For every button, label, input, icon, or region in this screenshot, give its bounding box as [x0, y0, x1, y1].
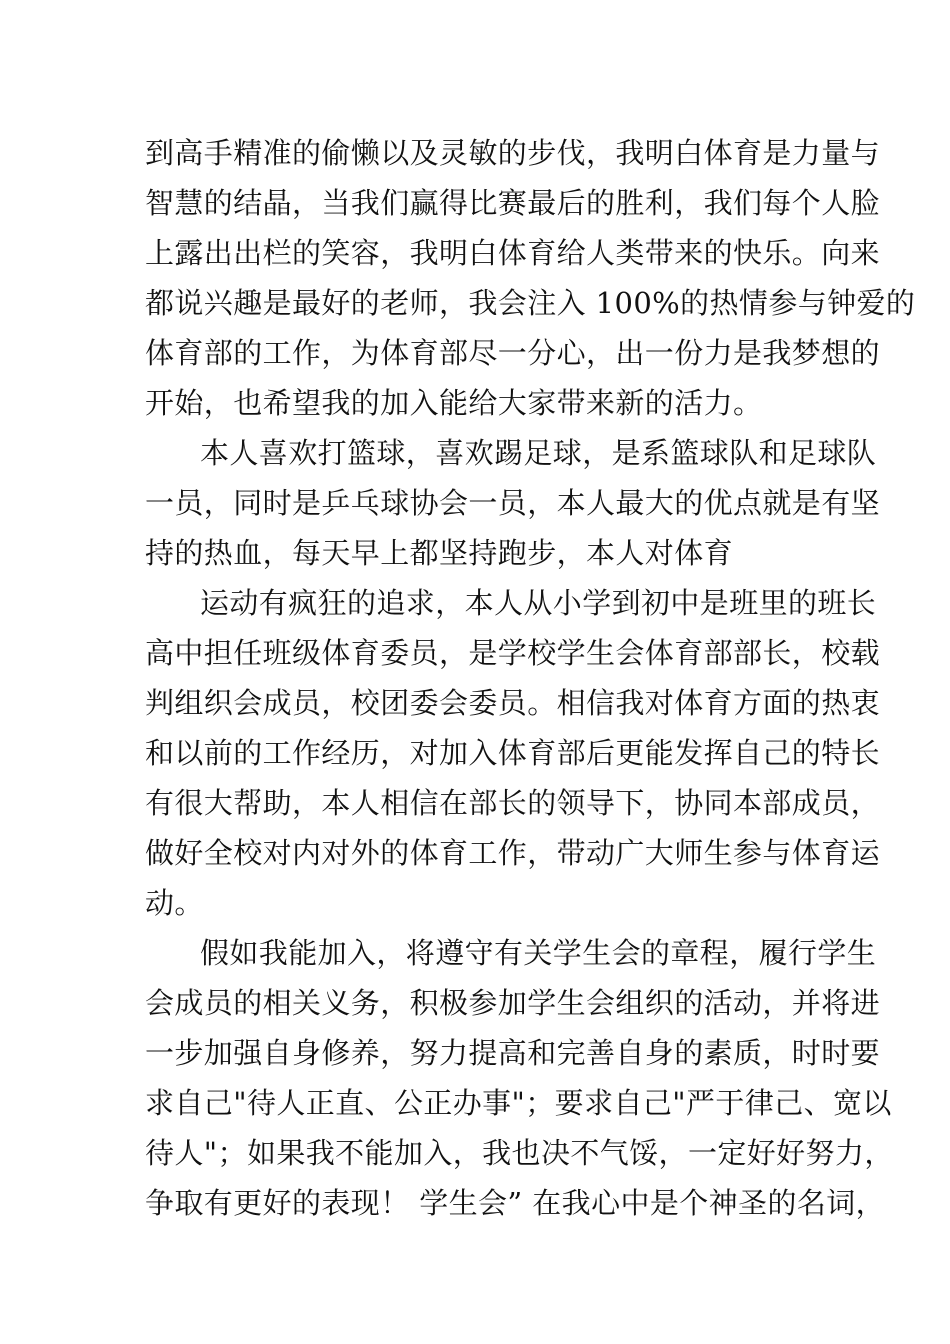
text-line: 一步加强自身修养，努力提高和完善自身的素质，时时要 [145, 1036, 881, 1070]
paragraph-first-line: 假如我能加入，将遵守有关学生会的章程，履行学生 [200, 936, 877, 970]
text-line: 持的热血，每天早上都坚持跑步，本人对体育 [145, 536, 734, 570]
text-line: 和以前的工作经历，对加入体育部后更能发挥自己的特长 [145, 736, 881, 770]
text-line: 做好全校对内对外的体育工作，带动广大师生参与体育运 [145, 836, 881, 870]
text-line: 高中担任班级体育委员，是学校学生会体育部部长，校载 [145, 636, 881, 670]
text-line: 上露出出栏的笑容，我明白体育给人类带来的快乐。向来 [145, 236, 881, 270]
text-line: 都说兴趣是最好的老师，我会注入 100%的热情参与钟爱的 [145, 286, 916, 320]
text-line: 待人"；如果我不能加入，我也决不气馁，一定好好努力， [145, 1136, 894, 1170]
text-line: 争取有更好的表现！ 学生会” 在我心中是个神圣的名词， [145, 1186, 886, 1220]
text-line: 智慧的结晶，当我们赢得比赛最后的胜利，我们每个人脸 [145, 186, 881, 220]
text-line: 判组织会成员，校团委会委员。相信我对体育方面的热衷 [145, 686, 881, 720]
text-line: 体育部的工作，为体育部尽一分心，出一份力是我梦想的 [145, 336, 881, 370]
paragraph-first-line: 本人喜欢打篮球，喜欢踢足球，是系篮球队和足球队 [200, 436, 877, 470]
text-line: 会成员的相关义务，积极参加学生会组织的活动，并将进 [145, 986, 881, 1020]
text-line: 有很大帮助，本人相信在部长的领导下，协同本部成员， [145, 786, 881, 820]
paragraph-first-line: 运动有疯狂的追求，本人从小学到初中是班里的班长 [200, 586, 877, 620]
text-line: 求自己"待人正直、公正办事"；要求自己"严于律己、宽以 [145, 1086, 892, 1120]
text-line: 到高手精准的偷懒以及灵敏的步伐，我明白体育是力量与 [145, 136, 881, 170]
text-line: 一员，同时是乒乓球协会一员，本人最大的优点就是有坚 [145, 486, 881, 520]
text-line: 动。 [145, 886, 204, 920]
text-line: 开始，也希望我的加入能给大家带来新的活力。 [145, 386, 763, 420]
